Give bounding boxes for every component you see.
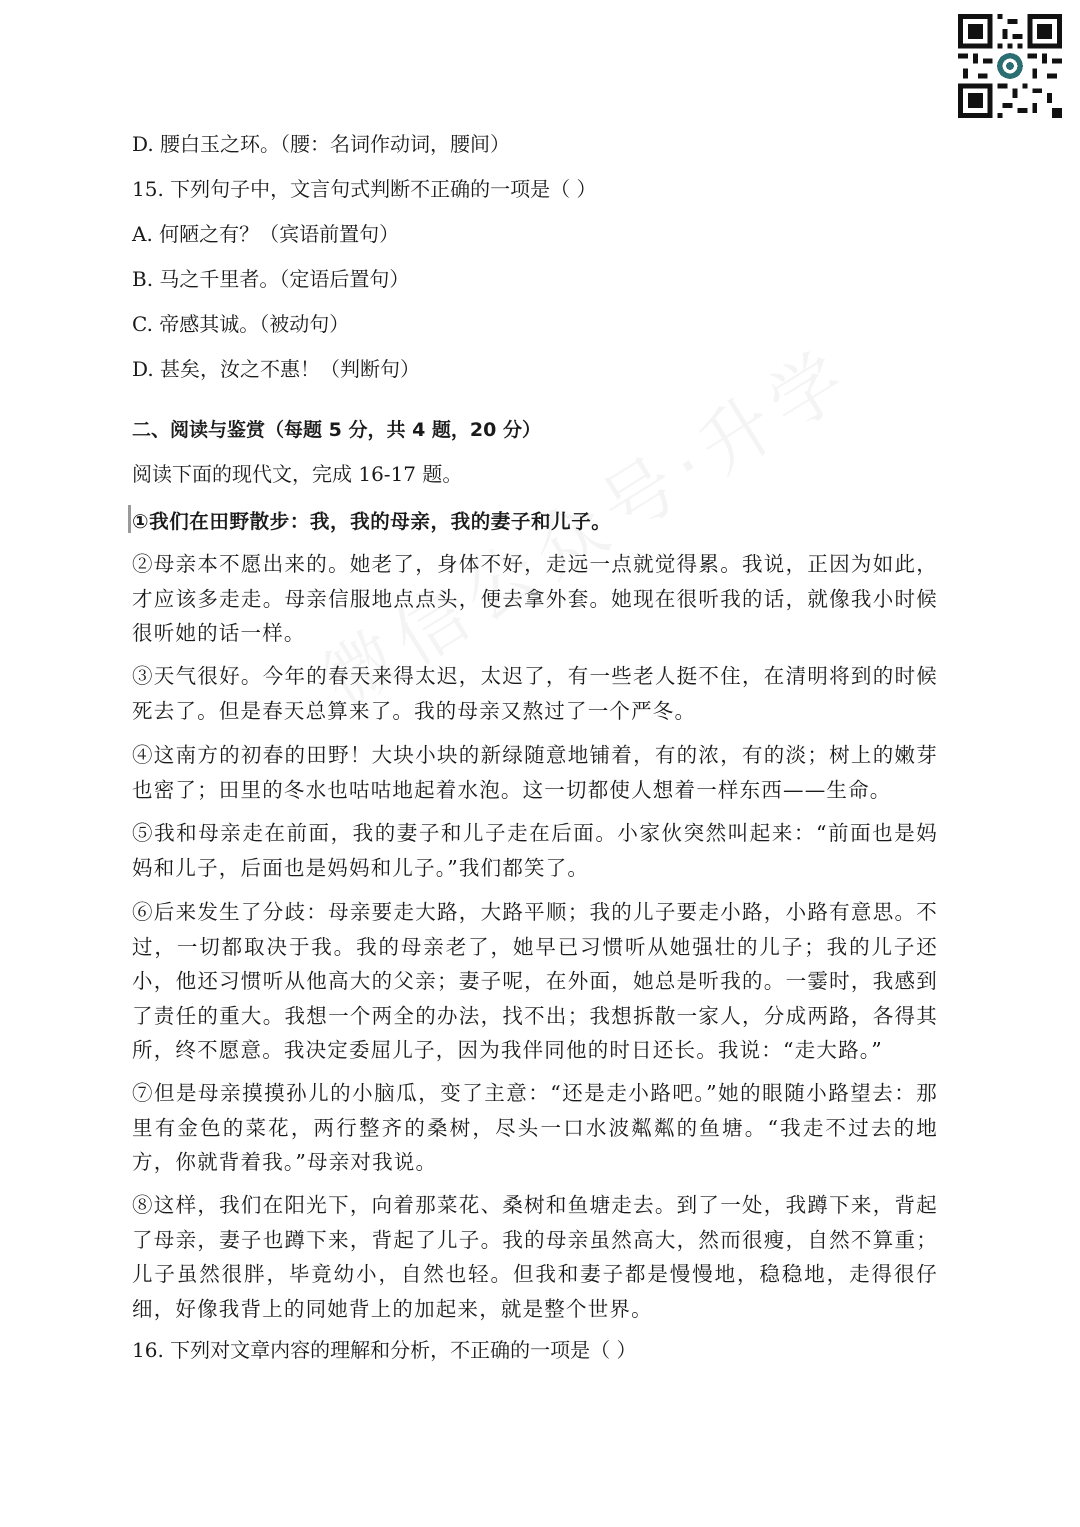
passage-paragraph-7: ⑦但是母亲摸摸孙儿的小脑瓜，变了主意：“还是走小路吧。”她的眼随小路望去：那里有金色的菜花，两行整齐的桑树，尽头一口水波粼粼的鱼塘。“我走不过去的地方，你就背着我。”母亲对我说。 — [132, 1081, 938, 1174]
passage-paragraph-8: ⑧这样，我们在阳光下，向着那菜花、桑树和鱼塘走去。到了一处，我蹲下来，背起了母亲，妻子也蹲下来，背起了儿子。我的母亲虽然高大，然而很瘦，自然不算重；儿子虽然很胖，毕竟幼小，自然也轻。但我和妻子都是慢慢地，稳稳地，走得很仔细，好像我背上的同她背上的加起来，就是整个世界。 — [132, 1193, 938, 1321]
question-16-stem: 16. 下列对文章内容的理解和分析，不正确的一项是（ ） — [132, 1338, 637, 1362]
qr-code-icon — [958, 14, 1062, 118]
passage-paragraph-6: ⑥后来发生了分歧：母亲要走大路，大路平顺；我的儿子要走小路，小路有意思。不过，一切都取决于我。我的母亲老了，她早已习惯听从她强壮的儿子；我的儿子还小，他还习惯听从他高大的父亲；妻子呢，在外面，她总是听我的。一霎时，我感到了责任的重大。我想一个两全的办法，找不出；我想拆散一家人，分成两路，各得其所，终不愿意。我决定委屈儿子，因为我伴同他的时日还长。我说：“走大路。” — [132, 900, 938, 1062]
passage-paragraph-1: ①我们在田野散步：我，我的母亲，我的妻子和儿子。 — [132, 510, 612, 533]
option-14-d: D. 腰白玉之环。（腰：名词作动词，腰间） — [132, 132, 511, 156]
text-cursor-marker — [128, 505, 131, 533]
passage-paragraph-3: ③天气很好。今年的春天来得太迟，太迟了，有一些老人挺不住，在清明将到的时候死去了。但是春天总算来了。我的母亲又熬过了一个严冬。 — [132, 664, 938, 723]
passage-paragraph-4: ④这南方的初春的田野！大块小块的新绿随意地铺着，有的浓，有的淡；树上的嫩芽也密了；田里的冬水也咕咕地起着水泡。这一切都使人想着一样东西——生命。 — [132, 743, 938, 802]
question-15-option-a: A. 何陋之有？（宾语前置句） — [132, 222, 400, 246]
passage-paragraph-2: ②母亲本不愿出来的。她老了，身体不好，走远一点就觉得累。我说，正因为如此，才应该多走走。母亲信服地点点头，便去拿外套。她现在很听我的话，就像我小时候很听她的话一样。 — [132, 552, 938, 645]
question-15-option-d: D. 甚矣，汝之不惠！（判断句） — [132, 357, 421, 381]
question-15-option-b: B. 马之千里者。（定语后置句） — [132, 267, 410, 291]
section-heading: 二、阅读与鉴赏（每题 5 分，共 4 题，20 分） — [132, 419, 541, 441]
passage-paragraph-5: ⑤我和母亲走在前面，我的妻子和儿子走在后面。小家伙突然叫起来：“前面也是妈妈和儿子，后面也是妈妈和儿子。”我们都笑了。 — [132, 821, 938, 880]
section-instruction: 阅读下面的现代文，完成 16-17 题。 — [132, 462, 463, 486]
question-15-stem: 15. 下列句子中，文言句式判断不正确的一项是（ ） — [132, 177, 597, 201]
question-15-option-c: C. 帝感其诚。（被动句） — [132, 312, 350, 336]
